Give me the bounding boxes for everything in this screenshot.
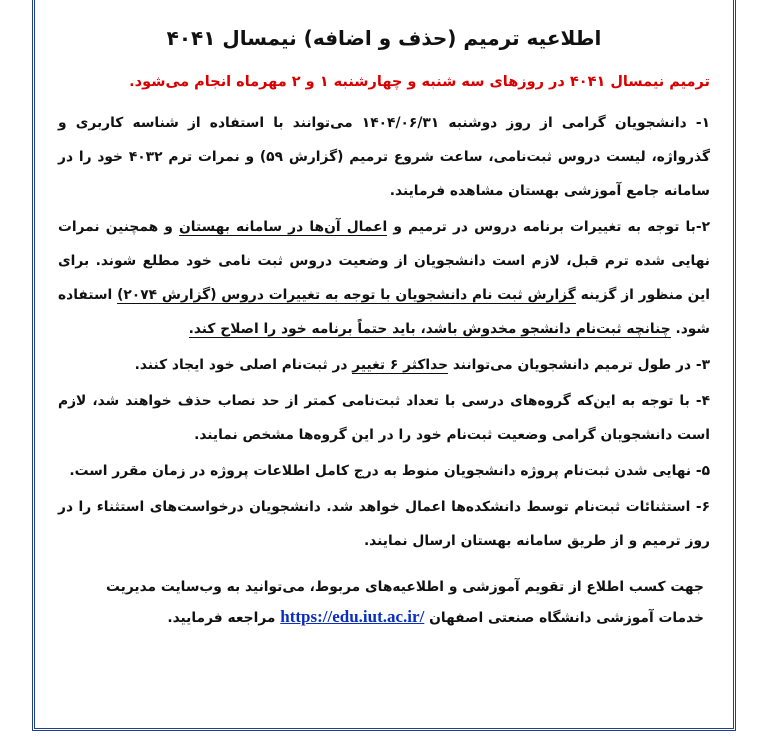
- paragraph-5: ۵- نهایی شدن ثبت‌نام پروژه دانشجویان منوط به درج کامل اطلاعات پروژه در زمان مقرر است.: [69, 463, 710, 479]
- paragraph-2-text-b: و همچنین نمرات نهایی شده ترم قبل، لازم است دانشجویان از وضعیت دروس ثبت نامی خود مطلع شوند. برای این منظور از گزینه: [58, 219, 710, 303]
- paragraph-2-text-c: استفاده شود.: [58, 287, 710, 337]
- paragraph-2-underline-c: چنانچه ثبت‌نام دانشجو مخدوش باشد، باید حتماً برنامه خود را اصلاح کند.: [188, 321, 671, 337]
- footer-line-2: [58, 602, 704, 633]
- announcement-document: [58, 18, 710, 633]
- footer-note: [58, 572, 710, 633]
- paragraph-4: ۴- با توجه به این‌که گروه‌های درسی با تعداد ثبت‌نامی کمتر از حد نصاب حذف خواهند شد، لازم است دانشجویان گرامی وضعیت ثبت‌نام خود را در این گروه‌ها مشخص نمایند.: [58, 393, 710, 443]
- footer-text-a: خدمات آموزشی دانشگاه صنعتی اصفهان: [424, 610, 704, 626]
- paragraph-2-text-a: ۲-با توجه به تغییرات برنامه دروس در ترمیم و: [387, 219, 711, 235]
- paragraph-3-text-a: ۳- در طول ترمیم دانشجویان می‌توانند: [448, 357, 710, 373]
- paragraph-3-underline: حداکثر ۶ تغییر: [352, 357, 449, 373]
- footer-line-1: جهت کسب اطلاع از تقویم آموزشی و اطلاعیه‌های مربوط، می‌توانید به وب‌سایت مدیریت: [106, 579, 704, 595]
- paragraph-3-text-b: در ثبت‌نام اصلی خود ایجاد کنند.: [134, 357, 353, 373]
- paragraph-2: [58, 210, 710, 346]
- paragraph-1: ۱- دانشجویان گرامی از روز دوشنبه ۱۴۰۴/۰۶/۳۱ می‌توانند با استفاده از شناسه کاربری و گذرواژه، لیست دروس ثبت‌نامی، ساعت شروع ترمیم (گزارش ۵۹) و نمرات ترم ۴۰۳۲ خود را در سامانه جامع آموزشی بهستان مشاهده فرمایند.: [58, 115, 711, 199]
- paragraph-2-underline-b: گزارش ثبت نام دانشجویان با توجه به تغییرات دروس (گزارش ۲۰۷۴): [117, 287, 576, 303]
- edu-website-link[interactable]: https://edu.iut.ac.ir/: [280, 607, 425, 626]
- paragraph-3: [58, 348, 710, 382]
- paragraph-6: ۶- استثنائات ثبت‌نام توسط دانشکده‌ها اعمال خواهد شد. دانشجویان درخواست‌های استثناء را در روز ترمیم و از طریق سامانه بهستان ارسال نمایند.: [58, 499, 710, 549]
- footer-text-b: مراجعه فرمایید.: [167, 610, 281, 626]
- announcement-subtitle: ترمیم نیمسال ۴۰۴۱ در روزهای سه شنبه و چهارشنبه ۱ و ۲ مهرماه انجام می‌شود.: [129, 74, 710, 90]
- announcement-title: اطلاعیه ترمیم (حذف و اضافه) نیمسال ۴۰۴۱: [166, 26, 602, 50]
- paragraph-2-underline-a: اعمال آن‌ها در سامانه بهستان: [179, 219, 388, 235]
